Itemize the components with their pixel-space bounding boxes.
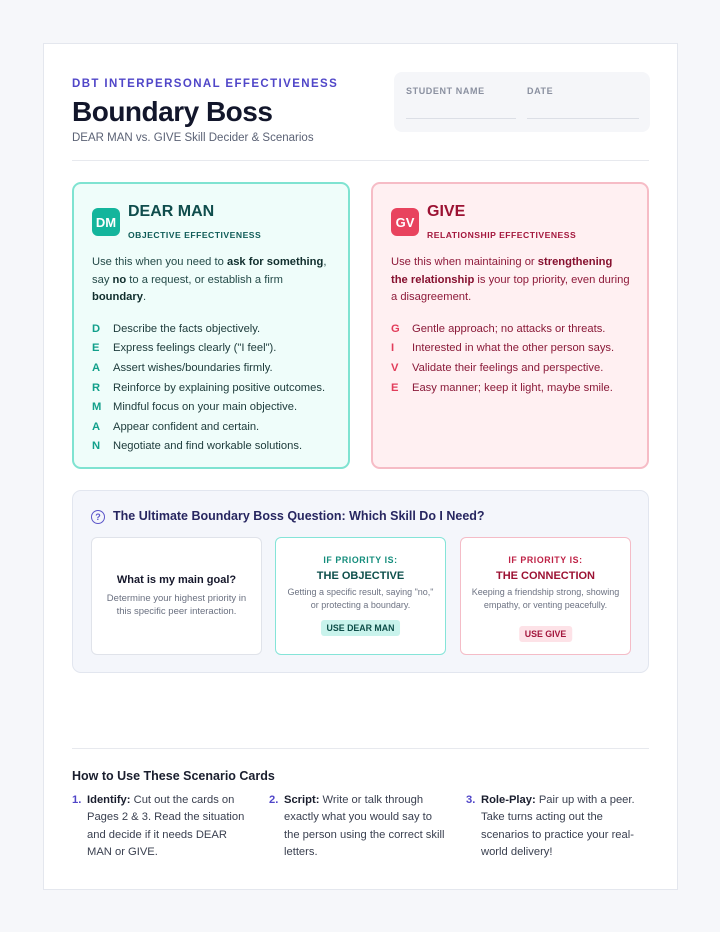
use-dear-man-pill: USE DEAR MAN: [321, 620, 401, 636]
connection-box: [460, 537, 631, 655]
objective-heading: THE OBJECTIVE: [316, 570, 405, 582]
give-step: G Gentle approach; no attacks or threats.: [391, 322, 606, 335]
give-title: GIVE: [427, 203, 466, 220]
give-badge: GV: [391, 208, 419, 236]
dear-man-tag: OBJECTIVE EFFECTIVENESS: [128, 230, 262, 240]
dear-man-steps: [92, 319, 340, 456]
howto-item: 2. Script: Write or talk through exactly what you would say to the person using the correct skill letters.: [269, 794, 445, 858]
objective-desc: Getting a specific result, saying "no," or protecting a boundary.: [287, 587, 434, 610]
student-info-box: [394, 72, 650, 132]
give-step: V Validate their feelings and perspective.: [391, 361, 604, 374]
objective-priority-label: IF PRIORITY IS:: [323, 555, 398, 565]
student-name-label: STUDENT NAME: [406, 86, 485, 96]
dear-man-card: [72, 182, 350, 469]
dear-man-title: DEAR MAN: [128, 203, 215, 220]
dear-man-step: R Reinforce by explaining positive outcomes.: [92, 381, 326, 394]
dear-man-step: M Mindful focus on your main objective.: [92, 401, 298, 414]
dear-man-badge: DM: [92, 208, 120, 236]
dear-man-step: N Negotiate and find workable solutions.: [92, 440, 303, 453]
use-give-pill: USE GIVE: [519, 626, 573, 642]
main-goal-box: [91, 537, 262, 655]
worksheet-page: [43, 43, 678, 890]
how-to-title: How to Use These Scenario Cards: [72, 769, 275, 783]
give-step: I Interested in what the other person says.: [391, 342, 615, 355]
give-steps: [391, 319, 639, 397]
give-step: E Easy manner; keep it light, maybe smile.: [391, 381, 613, 394]
dear-man-step: D Describe the facts objectively.: [92, 322, 261, 335]
give-card: [371, 182, 649, 469]
question-circle-icon: ?: [91, 510, 105, 524]
connection-heading: THE CONNECTION: [496, 570, 595, 582]
student-name-field[interactable]: [406, 118, 516, 119]
dear-man-description: Use this when you need to ask for something, say no to a request, or establish a firm boundary.: [92, 256, 327, 303]
kicker: DBT INTERPERSONAL EFFECTIVENESS: [72, 78, 339, 90]
dear-man-step: E Express feelings clearly ("I feel").: [92, 342, 277, 355]
page-subtitle: DEAR MAN vs. GIVE Skill Decider & Scenarios: [72, 132, 314, 144]
dear-man-step: A Assert wishes/boundaries firmly.: [92, 361, 273, 374]
give-tag: RELATIONSHIP EFFECTIVENESS: [427, 230, 577, 240]
page-title: Boundary Boss: [72, 96, 273, 127]
objective-box: [275, 537, 446, 655]
howto-item: 1. Identify: Cut out the cards on Pages 2 & 3. Read the situation and decide if it needs DEAR MAN or GIVE.: [72, 794, 245, 858]
howto-item: 3. Role-Play: Pair up with a peer. Take turns acting out the scenarios to practice your real-world delivery!: [466, 794, 635, 858]
section-divider: [72, 748, 649, 749]
connection-desc: Keeping a friendship strong, showing empathy, or venting peacefully.: [471, 587, 620, 610]
main-goal-title: What is my main goal?: [116, 574, 237, 586]
give-description: Use this when maintaining or strengthening the relationship is your top priority, even during a disagreement.: [391, 256, 630, 303]
connection-priority-label: IF PRIORITY IS:: [508, 555, 583, 565]
date-field[interactable]: [527, 118, 639, 119]
skill-decider-title: The Ultimate Boundary Boss Question: Which Skill Do I Need?: [113, 509, 485, 523]
dear-man-step: A Appear confident and certain.: [92, 420, 260, 433]
header-divider: [72, 160, 649, 161]
main-goal-desc: Determine your highest priority in this specific peer interaction.: [106, 593, 247, 617]
date-label: DATE: [527, 86, 554, 96]
skill-decider-panel: [72, 490, 649, 673]
